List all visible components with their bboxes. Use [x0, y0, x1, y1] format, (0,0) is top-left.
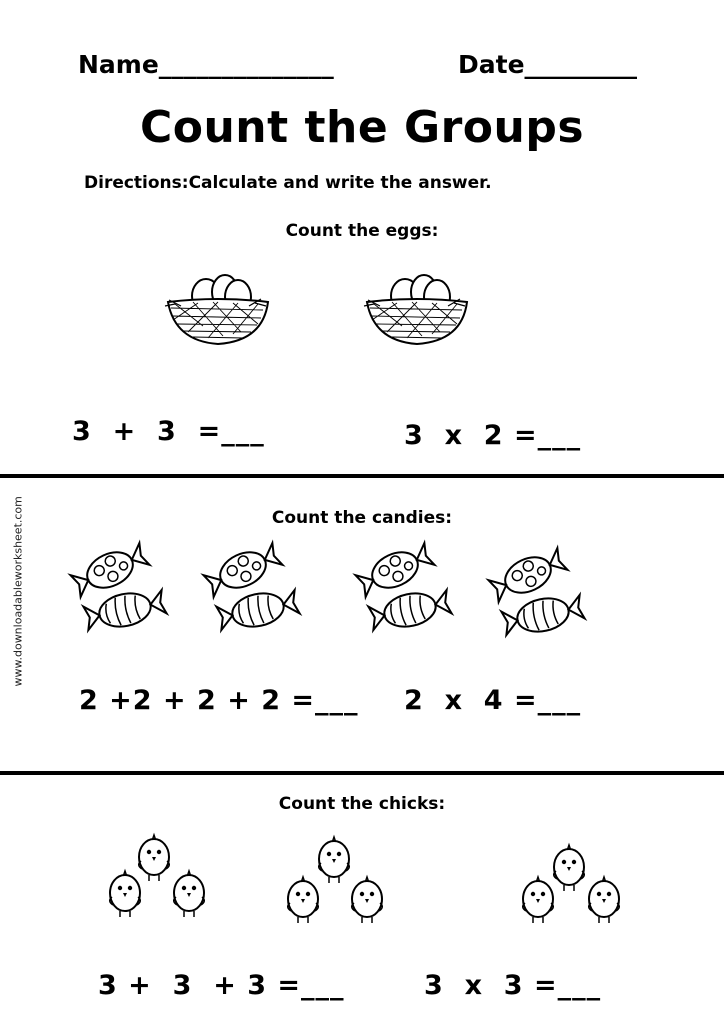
chick-icon	[523, 877, 554, 923]
chick-icon	[319, 837, 350, 883]
candy-image-4	[488, 545, 588, 645]
equation-candies-multiplication[interactable]: 2 x 4 =___	[404, 685, 582, 716]
candy-image-3	[355, 540, 455, 640]
candy-icon	[69, 539, 151, 600]
equation-candies-addition[interactable]: 2 +2 + 2 + 2 =___	[79, 685, 359, 716]
nest-icon	[165, 275, 268, 344]
website-side-text: www.downloadableworksheet.com	[11, 496, 25, 687]
page-title: Count the Groups	[139, 102, 585, 153]
chick-icon	[589, 877, 620, 923]
candy-icon	[216, 586, 301, 634]
date-field-label[interactable]: Date_________	[458, 50, 638, 79]
section-title-candies: Count the candies:	[271, 508, 453, 528]
candy-icon	[202, 539, 284, 600]
chick-group-3	[520, 845, 630, 935]
chick-group-1	[105, 835, 215, 925]
section-title-eggs: Count the eggs:	[285, 221, 439, 241]
section-title-chicks: Count the chicks:	[278, 794, 446, 814]
candy-icon	[354, 539, 436, 600]
directions-text: Directions:Calculate and write the answer.	[84, 173, 492, 193]
candy-image-2	[203, 540, 303, 640]
equation-eggs-multiplication[interactable]: 3 x 2 =___	[404, 420, 582, 451]
nest-icon	[364, 275, 467, 344]
chick-icon	[110, 871, 141, 917]
equation-eggs-addition[interactable]: 3 + 3 =___	[72, 416, 265, 447]
candy-icon	[487, 544, 569, 605]
equation-chicks-multiplication[interactable]: 3 x 3 =___	[424, 970, 602, 1001]
chick-icon	[139, 835, 170, 881]
chick-icon	[288, 877, 319, 923]
chick-group-2	[285, 837, 395, 927]
candy-icon	[83, 586, 168, 634]
nest-image-1	[163, 266, 273, 351]
chick-icon	[174, 871, 205, 917]
nest-image-2	[362, 266, 472, 351]
candy-icon	[501, 591, 586, 639]
section-divider	[0, 474, 724, 478]
name-field-label[interactable]: Name______________	[78, 50, 334, 79]
candy-image-1	[70, 540, 170, 640]
chick-icon	[554, 845, 585, 891]
chick-icon	[352, 877, 383, 923]
equation-chicks-addition[interactable]: 3 + 3 + 3 =___	[98, 970, 345, 1001]
candy-icon	[368, 586, 453, 634]
section-divider	[0, 771, 724, 775]
